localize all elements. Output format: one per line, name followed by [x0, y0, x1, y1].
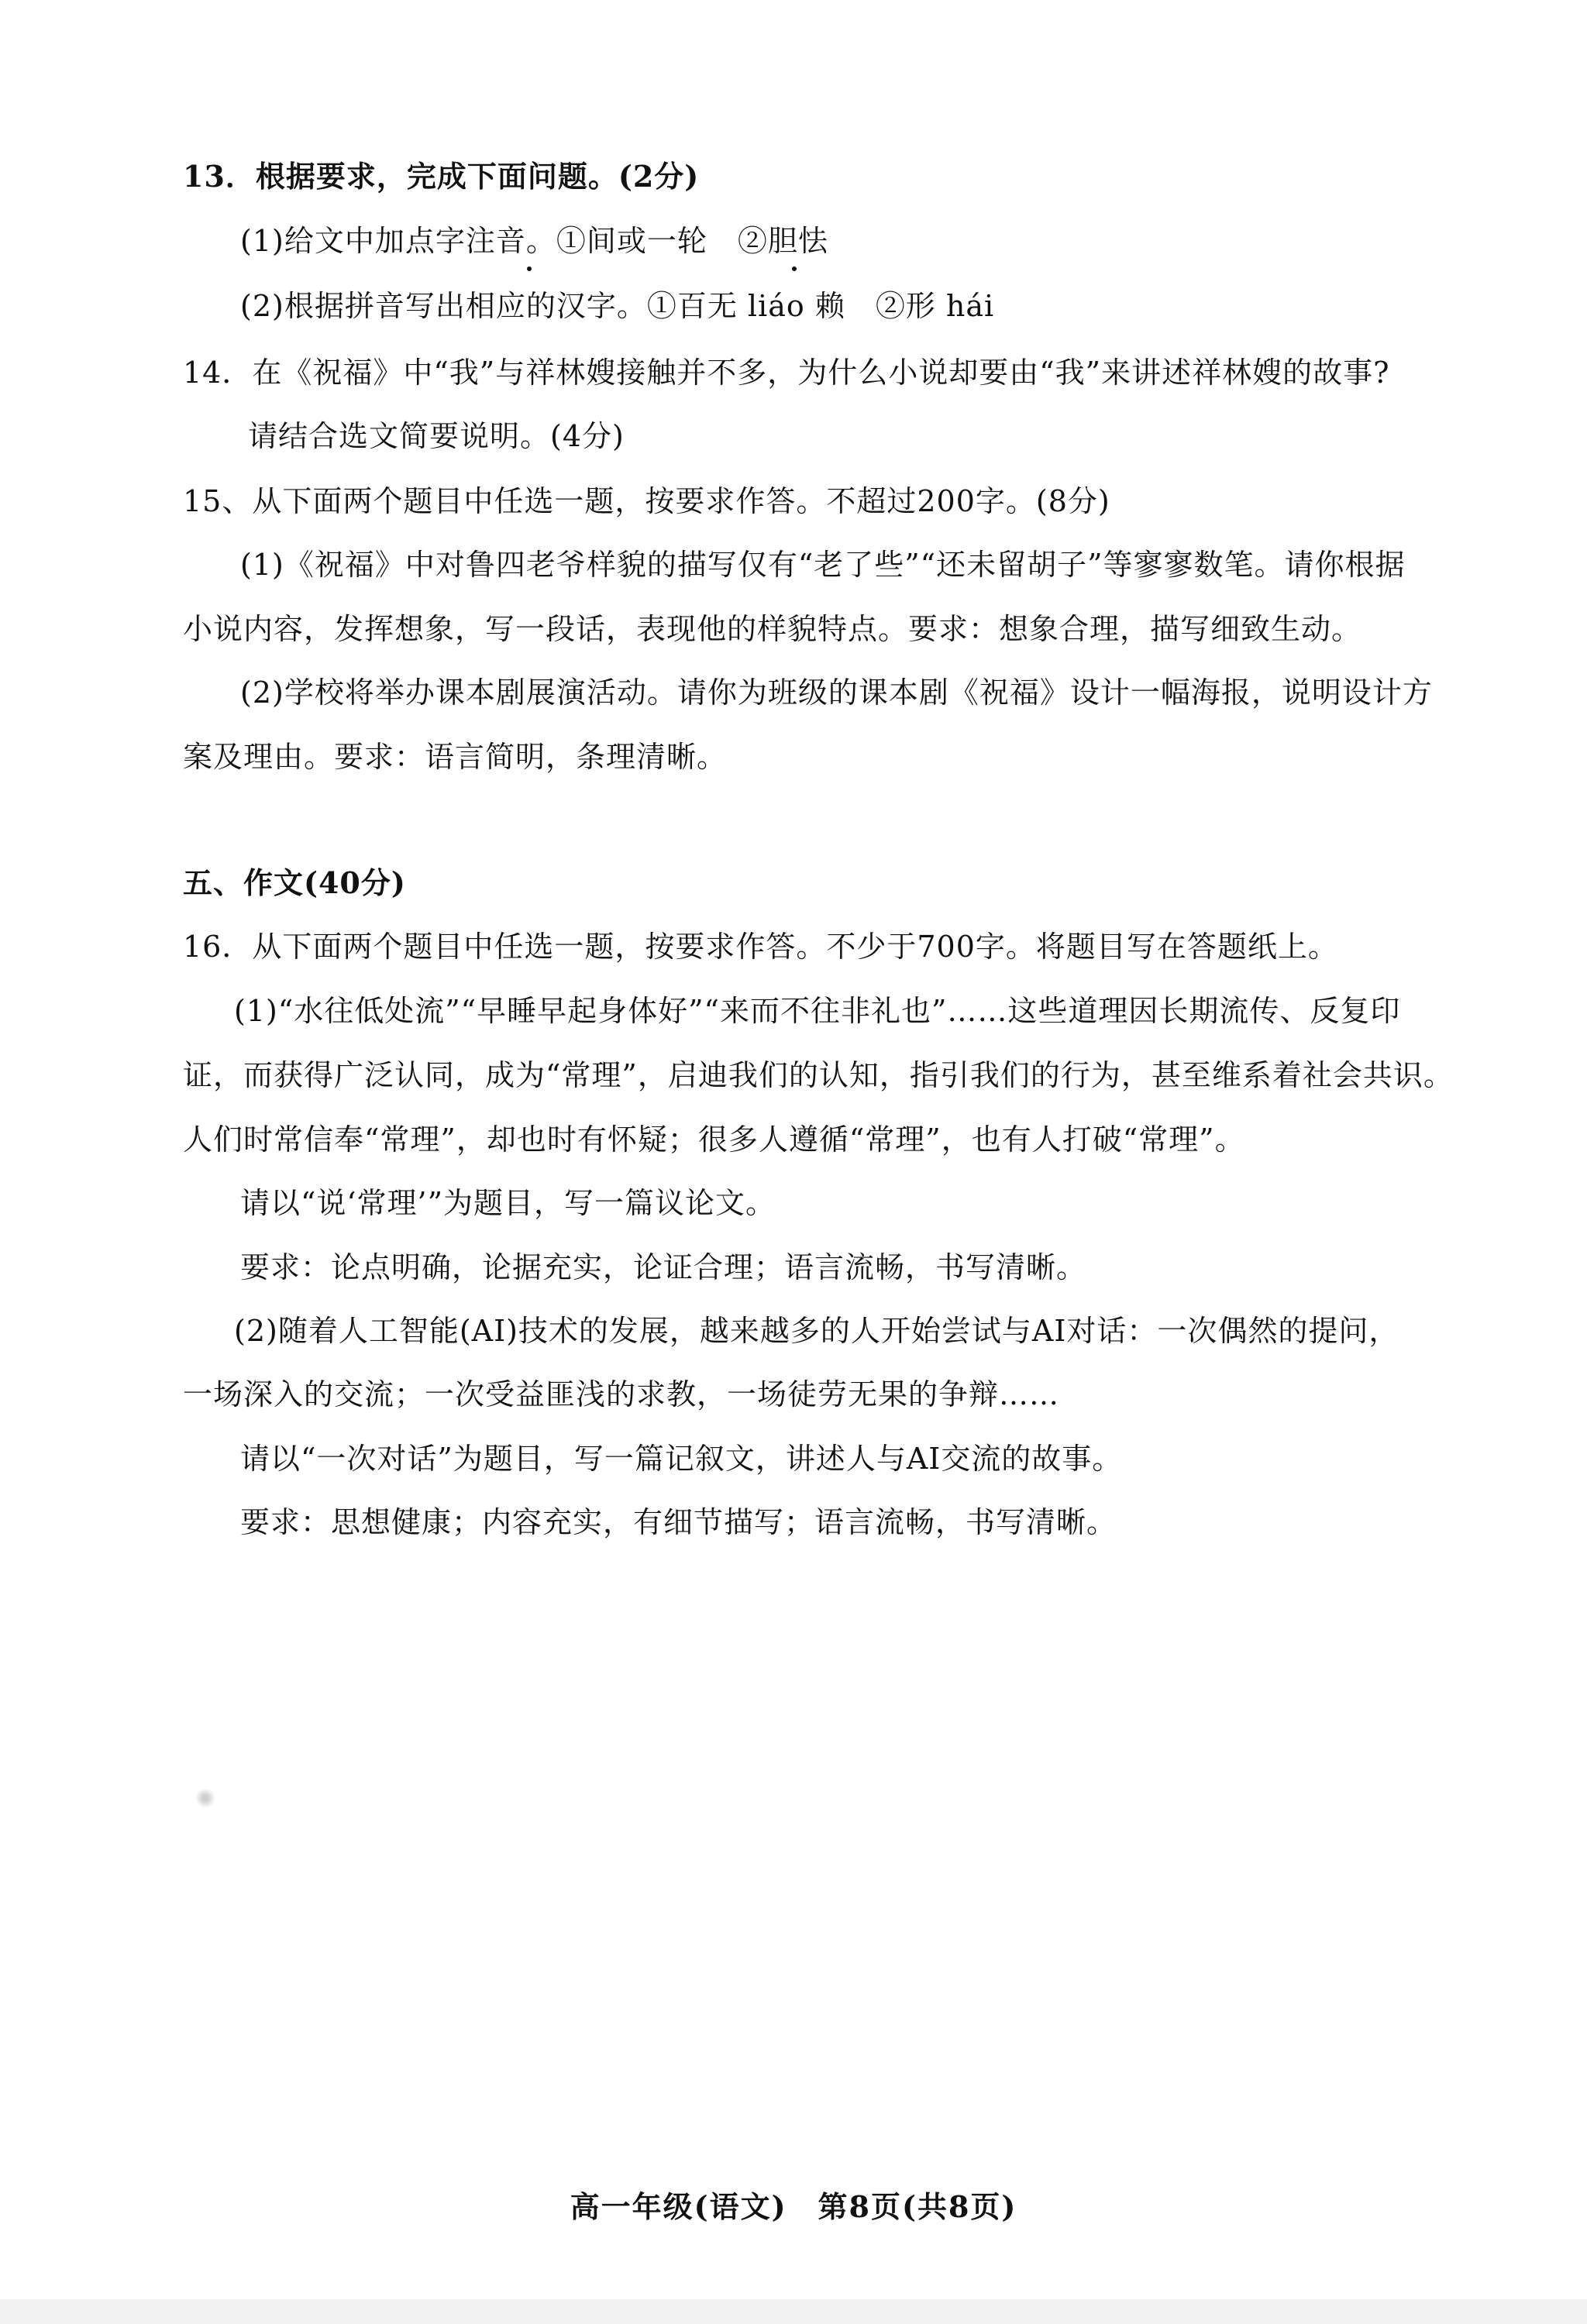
q16-option2-line2: 一场深入的交流；一次受益匪浅的求教，一场徒劳无果的争辩…… — [183, 1377, 1060, 1411]
section-five-heading: 五、作文(40分) — [183, 865, 406, 900]
q16-option2-prompt: 请以“一次对话”为题目，写一篇记叙文，讲述人与AI交流的故事。 — [240, 1442, 1123, 1476]
q15-option1-line1: (1)《祝福》中对鲁四老爷样貌的描写仅有“老了些”“还未留胡子”等寥寥数笔。请你根据 — [240, 548, 1406, 582]
q15-option2-line1: (2)学校将举办课本剧展演活动。请你为班级的课本剧《祝福》设计一幅海报，说明设计方 — [240, 676, 1433, 710]
q16-option1-prompt: 请以“说‘常理’”为题目，写一篇议论文。 — [240, 1186, 776, 1220]
q14-line2: 请结合选文简要说明。(4分) — [248, 419, 625, 453]
q13-part1: (1)给文中加点字注音。①间或一轮 ②胆怯 — [240, 224, 828, 258]
q13-part2: (2)根据拼音写出相应的汉字。①百无 liáo 赖 ②形 hái — [240, 289, 995, 323]
q16-option2-line1: (2)随着人工智能(AI)技术的发展，越来越多的人开始尝试与AI对话：一次偶然的提问， — [234, 1314, 1399, 1348]
q16-option2-requirements: 要求：思想健康；内容充实，有细节描写；语言流畅，书写清晰。 — [240, 1505, 1117, 1539]
q15-option1-line2: 小说内容，发挥想象，写一段话，表现他的样貌特点。要求：想象合理，描写细致生动。 — [183, 612, 1362, 646]
emphasis-dot-1 — [527, 266, 532, 271]
page-footer: 高一年级(语文) 第8页(共8页) — [570, 2189, 1017, 2224]
q16-title: 16．从下面两个题目中任选一题，按要求作答。不少于700字。将题目写在答题纸上。 — [183, 930, 1338, 964]
q16-option1-requirements: 要求：论点明确，论据充实，论证合理；语言流畅，书写清晰。 — [240, 1250, 1087, 1284]
q16-option1-line2: 证，而获得广泛认同，成为“常理”，启迪我们的认知，指引我们的行为，甚至维系着社会共识。 — [183, 1058, 1454, 1092]
scan-bottom-edge — [0, 2299, 1587, 2324]
scan-speck — [195, 1788, 215, 1808]
q15-option2-line2: 案及理由。要求：语言简明，条理清晰。 — [183, 740, 728, 774]
emphasis-dot-2 — [792, 266, 797, 271]
q15-title: 15、从下面两个题目中任选一题，按要求作答。不超过200字。(8分) — [183, 484, 1110, 518]
q14-line1: 14．在《祝福》中“我”与祥林嫂接触并不多，为什么小说却要由“我”来讲述祥林嫂的故事? — [183, 356, 1390, 390]
q13-title: 13．根据要求，完成下面问题。(2分) — [183, 159, 700, 194]
q16-option1-line1: (1)“水往低处流”“早睡早起身体好”“来而不往非礼也”……这些道理因长期流传、反复印 — [234, 994, 1401, 1028]
q16-option1-line3: 人们时常信奉“常理”，却也时有怀疑；很多人遵循“常理”，也有人打破“常理”。 — [183, 1122, 1245, 1157]
